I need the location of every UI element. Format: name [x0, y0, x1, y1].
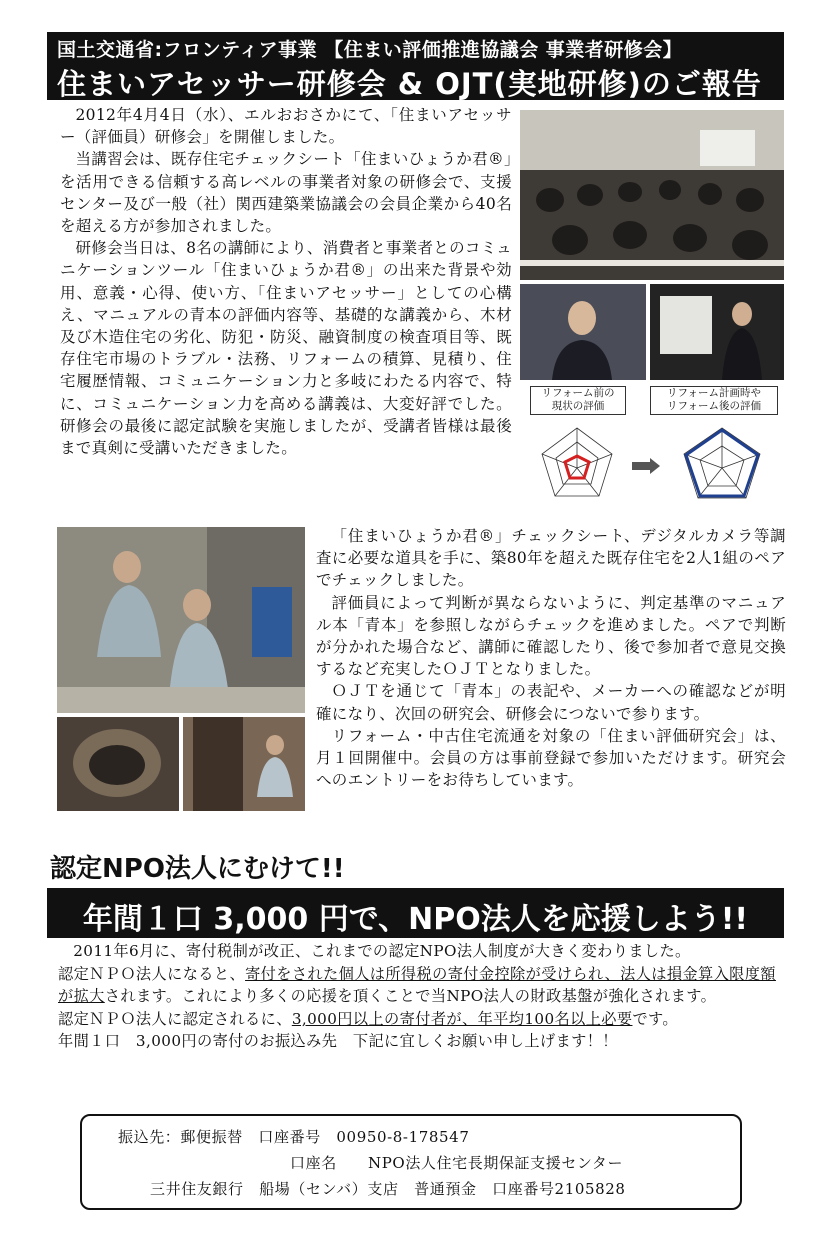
section2-text [58, 940, 784, 1053]
ojt-photo-2 [57, 717, 179, 811]
diagram-label-before: リフォーム前の 現状の評価 [530, 386, 626, 415]
lecturer-photo-2 [650, 284, 784, 380]
ojt-crawlspace-image [57, 717, 179, 811]
seminar-audience-image [520, 110, 784, 280]
arrow-icon [650, 458, 660, 474]
ojt-photo-3 [183, 717, 305, 811]
lecturer-photo-1 [520, 284, 646, 380]
article1-text [60, 104, 512, 459]
radar-before [542, 428, 612, 496]
article1-p3: 研修会当日は、8名の講師により、消費者と事業者とのコミュニケーションツール「住まいひょうか君®」の出来た背景や効用、意義・心得、使い方、「住まいアセッサー」としての心構え、マニュアルの青本の評価内容等、基礎的な講義から、木材及び木造住宅の劣化、防犯・防災、融資制度の検査項目等、既存住宅市場のトラブル・法務、リフォームの積算、見積り、住宅履歴情報、コミュニケーション力と多岐にわたる内容で、特に、コミュニケーション力を高める講義は、大変好評でした。研修会の最後に認定試験を実施しましたが、受講者皆様は最後まで真剣に受講いただきました。 [60, 239, 512, 458]
payment-line-2: 口座名 NPO法人住宅長期保証支援センター [290, 1154, 624, 1172]
payment-line-3: 三井住友銀行 船場（センバ）支店 普通預金 口座番号2105828 [150, 1180, 626, 1198]
article2-text [316, 525, 786, 791]
section2-p2: 認定ＮＰＯ法人になると、寄付をされた個人は所得税の寄付金控除が受けられ、法人は損金算入限度額が拡大されます。これにより多くの応援を頂くことで当NPO法人の財政基盤が強化されます。 [58, 964, 776, 1006]
article2-p2: 評価員によって判断が異ならないように、判定基準のマニュアル本「青本」を参照しながらチェックを進めました。ペアで判断が分かれた場合など、講師に確認したり、後で参加者で意見交換するなど充実したＯＪＴとなりました。 [316, 593, 786, 679]
section2-subtitle: 認定NPO法人にむけて!! [50, 854, 345, 884]
ojt-measuring-image [183, 717, 305, 811]
section2-banner-text: 年間１口 3,000 円で、NPO法人を応援しよう!! [82, 902, 749, 937]
header-subtitle: 国土交通省:フロンティア事業 【住まい評価推進協議会 事業者研修会】 [57, 39, 683, 61]
section2-p4: 年間１口 3,000円の寄付のお振込み先 下記に宜しくお願い申し上げます！！ [58, 1032, 618, 1051]
section2-banner [47, 888, 784, 938]
article2-p1: 「住まいひょうか君®」チェックシート、デジタルカメラ等調査に必要な道具を手に、築80年を超えた既存住宅を2人1組のペアでチェックしました。 [316, 527, 786, 590]
lecturer-image-1 [520, 284, 646, 380]
radar-diagram [520, 416, 784, 516]
ojt-photo-main [57, 527, 305, 713]
radar-after [684, 428, 760, 498]
article1-p2: 当講習会は、既存住宅チェックシート「住まいひょうか君®」を活用できる信頼する高レベルの事業者対象の研修会で、支援センター及び一般（社）関西建築業協議会の会員企業から40名を超える方が参加されました。 [60, 150, 512, 236]
article2-p3: ＯＪＴを通じて「青本」の表記や、メーカーへの確認などが明確になり、次回の研究会、研修会につないで参ります。 [316, 682, 786, 723]
diagram-label-after: リフォーム計画時や リフォーム後の評価 [650, 386, 778, 415]
section2-p1: 2011年6月に、寄付税制が改正、これまでの認定NPO法人制度が大きく変わりました。 [73, 942, 691, 960]
article2-p4: リフォーム・中古住宅流通を対象の「住まい評価研究会」は、月１回開催中。会員の方は事前登録で参加いただけます。研究会へのエントリーをお待ちしています。 [316, 726, 786, 790]
seminar-photo [520, 110, 784, 280]
payment-info-box [80, 1114, 742, 1210]
payment-line-1: 振込先：郵便振替 口座番号 00950-8-178547 [118, 1128, 470, 1146]
header-banner [47, 32, 784, 100]
lecturer-image-2 [650, 284, 784, 380]
section2-p3: 認定ＮＰＯ法人に認定されるに、3,000円以上の寄付者が、年平均100名以上必要です。 [58, 1009, 679, 1028]
header-title: 住まいアセッサー研修会 & OJT(実地研修)のご報告 [57, 67, 762, 101]
ojt-inspection-image [57, 527, 305, 713]
article1-p1: 2012年4月4日（水）、エルおおさかにて、「住まいアセッサー（評価員）研修会」を開催しました。 [60, 106, 512, 147]
